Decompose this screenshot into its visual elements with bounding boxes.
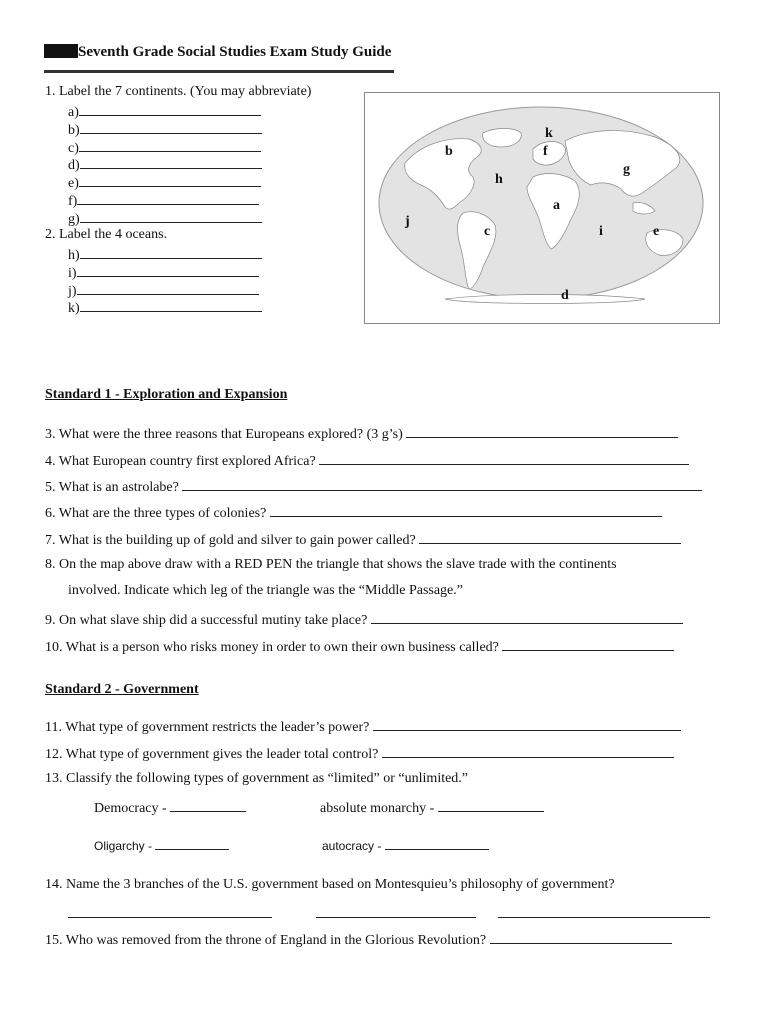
answer-line-7[interactable] xyxy=(419,530,681,544)
ocean-answer-line[interactable] xyxy=(80,245,262,259)
oligarchy-item xyxy=(94,838,229,853)
question-3-text: 3. What were the three reasons that Europeans explored? (3 g’s) xyxy=(45,427,403,442)
map-label-k: k xyxy=(545,126,553,141)
absolute-monarchy-label: absolute monarchy - xyxy=(320,801,435,816)
page-title-row xyxy=(44,44,391,61)
world-map xyxy=(364,92,720,324)
answer-line-4[interactable] xyxy=(319,451,689,465)
continent-answer-line[interactable] xyxy=(79,102,261,116)
continent-item xyxy=(68,173,261,192)
ocean-item-label: h) xyxy=(68,248,80,263)
question-5 xyxy=(45,477,702,496)
q14-answer-slot-2 xyxy=(316,904,476,923)
continent-answer-line[interactable] xyxy=(80,155,262,169)
ocean-item xyxy=(68,263,259,282)
ocean-item xyxy=(68,281,259,300)
question-7 xyxy=(45,530,681,549)
continent-item-label: g) xyxy=(68,211,80,227)
continent-item xyxy=(68,138,261,157)
absolute-monarchy-item xyxy=(320,798,544,817)
continent-answer-line[interactable] xyxy=(80,120,262,134)
continent-item xyxy=(68,120,262,139)
continent-answer-line[interactable] xyxy=(80,209,262,223)
question-6-text: 6. What are the three types of colonies? xyxy=(45,506,267,521)
map-label-h: h xyxy=(495,172,503,187)
question-10 xyxy=(45,637,674,656)
question-4 xyxy=(45,451,689,470)
continent-item-label: d) xyxy=(68,158,80,174)
title-underline xyxy=(44,70,394,73)
branch-answer-line-2[interactable] xyxy=(316,904,476,918)
continent-item xyxy=(68,191,259,210)
question-6 xyxy=(45,503,662,522)
question-14: 14. Name the 3 branches of the U.S. government based on Montesquieu’s philosophy of government? xyxy=(45,877,615,892)
continent-item xyxy=(68,155,262,174)
continent-answer-line[interactable] xyxy=(79,138,261,152)
question-12 xyxy=(45,744,674,763)
answer-line-6[interactable] xyxy=(270,503,662,517)
question-9-text: 9. On what slave ship did a successful mutiny take place? xyxy=(45,613,368,628)
autocracy-item xyxy=(322,838,489,853)
answer-line-3[interactable] xyxy=(406,424,678,438)
continent-item xyxy=(68,209,262,228)
continent-answer-line[interactable] xyxy=(77,191,259,205)
ocean-item xyxy=(68,298,262,317)
answer-line-10[interactable] xyxy=(502,637,674,651)
question-10-text: 10. What is a person who risks money in order to own their own business called? xyxy=(45,640,499,655)
question-11 xyxy=(45,717,681,736)
ocean-answer-line[interactable] xyxy=(80,298,262,312)
map-label-a: a xyxy=(553,198,560,213)
redaction-block xyxy=(44,44,78,58)
question-12-text: 12. What type of government gives the leader total control? xyxy=(45,747,379,762)
ocean-item-label: k) xyxy=(68,301,80,317)
standard-2-heading: Standard 2 - Government xyxy=(45,682,199,697)
democracy-label: Democracy - xyxy=(94,801,167,816)
question-4-text: 4. What European country first explored Africa? xyxy=(45,454,316,469)
democracy-item xyxy=(94,798,246,817)
question-8: 8. On the map above draw with a RED PEN the triangle that shows the slave trade with the continents xyxy=(45,557,617,572)
q14-answer-slot-3 xyxy=(498,904,710,923)
question-15 xyxy=(45,930,672,949)
answer-line-12[interactable] xyxy=(382,744,674,758)
question-15-text: 15. Who was removed from the throne of England in the Glorious Revolution? xyxy=(45,933,487,948)
ocean-item-label: i) xyxy=(68,265,77,281)
continent-answer-line[interactable] xyxy=(79,173,261,187)
ocean-answer-line[interactable] xyxy=(77,263,259,277)
question-9 xyxy=(45,610,683,629)
map-label-f: f xyxy=(543,144,548,159)
continent-item-label: f) xyxy=(68,194,78,209)
map-label-b: b xyxy=(445,144,453,159)
map-label-c: c xyxy=(484,224,491,239)
question-8-continued: involved. Indicate which leg of the triangle was the “Middle Passage.” xyxy=(68,583,463,598)
ocean-answer-line[interactable] xyxy=(77,281,259,295)
world-map-graphic xyxy=(365,93,719,323)
ocean-item-label: j) xyxy=(68,283,77,299)
map-label-j: j xyxy=(405,214,410,229)
q1-prompt: 1. Label the 7 continents. (You may abbreviate) xyxy=(45,84,312,99)
democracy-answer-line[interactable] xyxy=(170,798,246,812)
autocracy-label: autocracy - xyxy=(322,839,382,853)
q2-prompt: 2. Label the 4 oceans. xyxy=(45,227,168,242)
oligarchy-label: Oligarchy - xyxy=(94,839,153,853)
branch-answer-line-3[interactable] xyxy=(498,904,710,918)
standard-1-heading: Standard 1 - Exploration and Expansion xyxy=(45,387,288,402)
answer-line-11[interactable] xyxy=(373,717,681,731)
absolute-monarchy-answer-line[interactable] xyxy=(438,798,544,812)
continent-item-label: e) xyxy=(68,176,79,192)
branch-answer-line-1[interactable] xyxy=(68,904,272,918)
page-title: Seventh Grade Social Studies Exam Study Guide xyxy=(78,44,392,60)
ocean-item xyxy=(68,245,262,264)
question-7-text: 7. What is the building up of gold and silver to gain power called? xyxy=(45,533,416,548)
question-11-text: 11. What type of government restricts the leader’s power? xyxy=(45,720,370,735)
question-3 xyxy=(45,424,678,443)
continent-item-label: a) xyxy=(68,105,79,120)
q14-answer-lines xyxy=(68,904,272,923)
answer-line-15[interactable] xyxy=(490,930,672,944)
map-label-g: g xyxy=(623,162,630,177)
question-13: 13. Classify the following types of government as “limited” or “unlimited.” xyxy=(45,771,469,786)
map-label-d: d xyxy=(561,288,569,303)
map-label-e: e xyxy=(653,224,660,239)
answer-line-5[interactable] xyxy=(182,477,702,491)
map-label-i: i xyxy=(599,224,603,239)
oligarchy-answer-line[interactable] xyxy=(155,838,229,850)
question-5-text: 5. What is an astrolabe? xyxy=(45,480,179,495)
autocracy-answer-line[interactable] xyxy=(385,838,489,850)
continent-item xyxy=(68,102,261,121)
answer-line-9[interactable] xyxy=(371,610,683,624)
continent-item-label: c) xyxy=(68,140,79,156)
continent-item-label: b) xyxy=(68,122,80,138)
